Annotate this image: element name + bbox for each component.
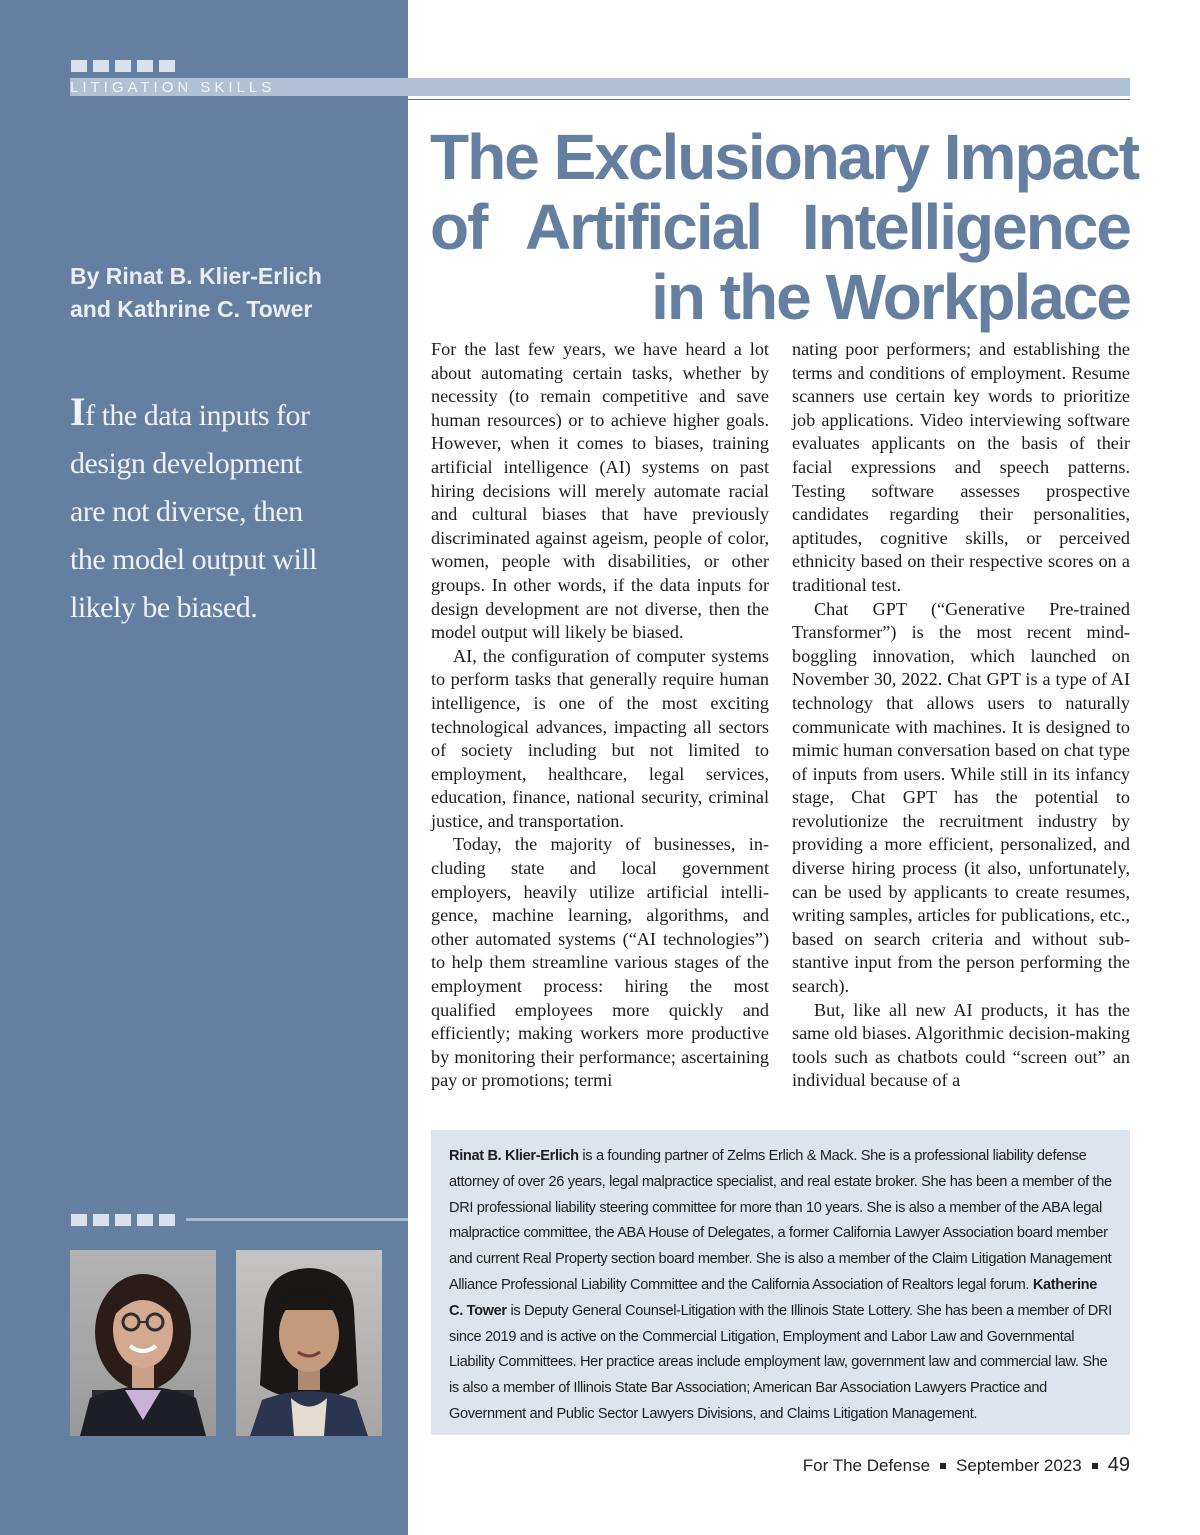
header-rule bbox=[408, 99, 1130, 100]
footer-publication: For The Defense bbox=[802, 1455, 931, 1475]
pull-quote-line: the model output will bbox=[70, 543, 317, 576]
byline bbox=[70, 260, 390, 326]
byline-line: By Rinat B. Klier-Erlich bbox=[70, 263, 322, 289]
pull-quote-dropcap: I bbox=[70, 389, 86, 434]
decorative-squares bbox=[71, 60, 175, 72]
pull-quote bbox=[70, 388, 370, 632]
body-column-1 bbox=[431, 338, 769, 1093]
pull-quote-line: design development bbox=[70, 447, 302, 480]
footer-separator bbox=[940, 1463, 946, 1469]
section-label: LITIGATION SKILLS bbox=[70, 79, 276, 96]
page-footer bbox=[803, 1454, 1130, 1477]
bio-author-name: Rinat B. Klier-Erlich bbox=[449, 1148, 579, 1164]
bio-text: is Deputy General Counsel-Litigation with the Illinois State Lottery. She has been a member of DRI since 2019 and is active on the Commercial Litigation, Employment and Labor Law and Governmental Liability Committees. Her practice areas include employment law, government law and commercial law. She is also a member of Illinois State Bar Association; American Bar Association Lawyers Practice and Government and Public Sector Lawyers Divisions, and Claims Litigation Management. bbox=[449, 1302, 1112, 1422]
decorative-squares bbox=[71, 1214, 175, 1226]
body-paragraph: But, like all new AI products, it has the same old biases. Algorithmic decision-making tools such as chatbots could “screen out” an individual because of a bbox=[792, 999, 1130, 1091]
page-number: 49 bbox=[1107, 1454, 1130, 1476]
title-line: The Exclusionary Impact bbox=[430, 121, 1139, 193]
body-paragraph: For the last few years, we have heard a lot about automating certain tasks, whether by necessity (to remain competitive and save human resources) or to achieve higher goals. However, when it comes to biases, training artificial intelligence (AI) systems on past hiring decisions will merely automate racial and cultural biases that have previously discriminated against ageism, people of color, women, people with disabilities, or other groups. In other words, if the data inputs for design development are not diverse, then the model output will likely be biased. bbox=[431, 339, 769, 643]
author-bio-box bbox=[431, 1130, 1130, 1435]
title-line: of Artificial Intelligence bbox=[430, 191, 1130, 263]
article-title bbox=[430, 121, 1139, 333]
pull-quote-line: are not diverse, then bbox=[70, 495, 303, 528]
bio-author-name: Katherine C. Tower bbox=[449, 1276, 1097, 1319]
footer-date: September 2023 bbox=[956, 1455, 1082, 1475]
author-photo-2 bbox=[236, 1250, 382, 1436]
sidebar-rule bbox=[186, 1218, 408, 1221]
bio-text: is a founding partner of Zelms Erlich & Mack. She is a professional liability defense attorney of over 26 years, legal malpractice specialist, and real estate broker. She has been a member of the DRI professional liability steering committee for more than 10 years. She is also a member of the ABA legal malpractice committee, the ABA House of Delegates, a former California Lawyer Association board member and current Real Property section board member. She is also a member of the Claim Litigation Management Alliance Professional Liability Committee and the California Association of Realtors legal forum. bbox=[449, 1148, 1112, 1293]
title-line: in the Workplace bbox=[651, 261, 1130, 333]
body-paragraph: Chat GPT (“Generative Pre-trained Transformer”) is the most recent mind-boggling innovation, which launched on November 30, 2022. Chat GPT is a type of AI technology that allows users to naturally communicate with machines. It is designed to mimic human conversation based on chat type of inputs from users. While still in its infancy stage, Chat GPT has the potential to revolutionize the recruitment industry by providing a more efficient, personalized, and diverse hiring process (it also, unfortunately, can be used by applicants to create resumes, writing samples, articles for publications, etc., based on search criteria and without substantive input from the person performing the search). bbox=[792, 598, 1130, 997]
body-paragraph: Today, the majority of businesses, including state and local government employers, heavily utilize artificial intelligence, machine learning, algorithms, and other automated systems (“AI technologies”) to help them streamline various stages of the employment process: hiring the most qualified employees more quickly and efficiently; making workers more productive by monitoring their performance; ascertaining pay or promotions; termi bbox=[431, 834, 769, 1091]
author-photo-1 bbox=[70, 1250, 216, 1436]
pull-quote-line: likely be biased. bbox=[70, 591, 258, 624]
byline-line: and Kathrine C. Tower bbox=[70, 296, 313, 322]
footer-separator bbox=[1092, 1463, 1098, 1469]
pull-quote-line: f the data inputs for bbox=[85, 399, 310, 432]
body-paragraph: AI, the configuration of computer systems to perform tasks that generally require human intelligence, is one of the most exciting technological advances, impacting all sectors of society including but not limited to employment, healthcare, legal services, education, finance, national security, criminal justice, and transportation. bbox=[431, 645, 769, 831]
body-paragraph: nating poor performers; and establishing the terms and conditions of employment. Resume scanners use certain key words to prioritize job applications. Video interviewing software evaluates applicants on the basis of their facial expressions and speech patterns. Testing software assesses prospective candidates regarding their personalities, aptitudes, cognitive skills, or perceived ethnicity based on their respective scores on a traditional test. bbox=[792, 339, 1130, 595]
body-column-2 bbox=[792, 338, 1130, 1093]
